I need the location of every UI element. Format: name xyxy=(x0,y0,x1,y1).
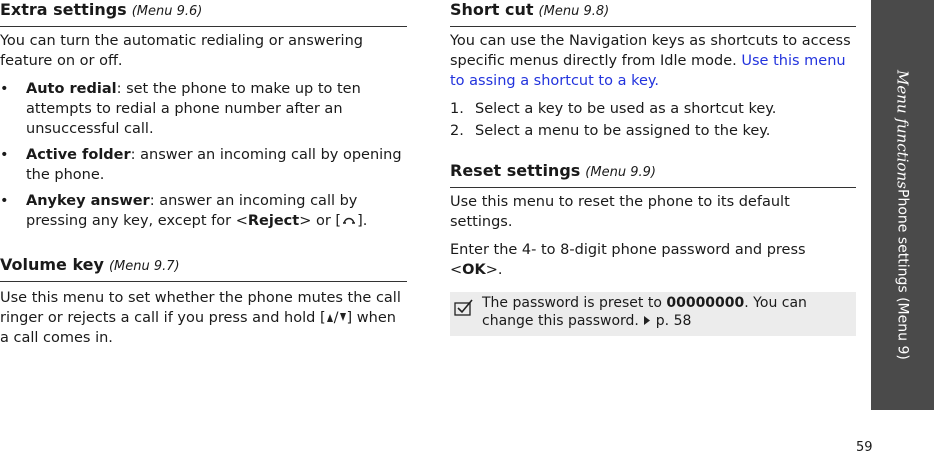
volume-up-icon xyxy=(326,310,334,324)
bullet-text: : answer an incoming call by pressing any key, except for < xyxy=(26,193,358,229)
step-text: Select a key to be used as a shortcut key. xyxy=(475,101,777,117)
short-cut-intro xyxy=(450,31,856,91)
extra-settings-menu-number: (Menu 9.6) xyxy=(131,4,203,19)
volume-text: ] when a call comes in. xyxy=(0,310,396,346)
reset-settings-intro: Use this menu to reset the phone to its default settings. xyxy=(450,194,790,230)
extra-settings-title: Extra settings xyxy=(0,0,127,19)
bullet-term: Anykey answer xyxy=(26,193,150,209)
ok-key-label: OK xyxy=(462,262,486,278)
checkmark-note-icon xyxy=(450,294,482,330)
chapter-side-tab xyxy=(871,0,934,410)
step-item xyxy=(450,121,856,141)
step-text: Select a menu to be assigned to the key. xyxy=(475,123,771,139)
short-cut-heading xyxy=(450,0,856,27)
short-cut-text: You can use the Navigation keys as shortcuts to access specific menus directly from Idle mode. xyxy=(450,33,851,69)
bullet-dot: • xyxy=(0,193,9,209)
right-column xyxy=(450,0,856,336)
bullet-dot: • xyxy=(0,147,9,163)
bullet-dot: • xyxy=(0,81,9,97)
extra-settings-heading xyxy=(0,0,407,27)
volume-key-description xyxy=(0,288,407,348)
end-call-key-icon xyxy=(341,213,357,227)
page-reference-arrow-icon xyxy=(643,315,651,326)
bullet-term: Active folder xyxy=(26,147,131,163)
instruction-text: Enter the 4- to 8-digit phone password and press < xyxy=(450,242,806,278)
volume-key-heading xyxy=(0,255,407,282)
reset-settings-title: Reset settings xyxy=(450,161,581,180)
reset-settings-instruction xyxy=(450,240,856,280)
volume-key-menu-number: (Menu 9.7) xyxy=(108,259,180,274)
chapter-section-title: Menu functions xyxy=(893,70,912,189)
short-cut-menu-number: (Menu 9.8) xyxy=(538,4,610,19)
bullet-auto-redial xyxy=(0,79,407,139)
step-number: 2. xyxy=(450,123,464,139)
volume-down-icon xyxy=(339,310,347,324)
step-number: 1. xyxy=(450,101,464,117)
password-note-text xyxy=(482,294,856,330)
chapter-side-tab-label xyxy=(871,0,934,410)
short-cut-link-text: Use this menu to assing a shortcut to a key. xyxy=(450,53,846,89)
bullet-text: > or [ xyxy=(299,213,342,229)
note-text: . You can change this password. xyxy=(482,295,807,329)
volume-text: Use this menu to set whether the phone mutes the call ringer or rejects a call if you press and hold [ xyxy=(0,290,401,326)
left-column xyxy=(0,0,407,348)
volume-key-title: Volume key xyxy=(0,255,104,274)
bullet-active-folder xyxy=(0,145,407,185)
bullet-anykey-answer xyxy=(0,191,407,231)
reject-key-label: Reject xyxy=(247,213,300,229)
chapter-subsection-title: Phone settings (Menu 9) xyxy=(894,188,911,360)
note-text: The password is preset to xyxy=(482,295,667,311)
password-note xyxy=(450,292,856,336)
bullet-term: Auto redial xyxy=(26,81,117,97)
bullet-text: ]. xyxy=(357,213,368,229)
bullet-text: : set the phone to make up to ten attempts to redial a phone number after an unsuccessful call. xyxy=(26,81,361,137)
page-reference: p. 58 xyxy=(655,313,692,329)
reset-settings-menu-number: (Menu 9.9) xyxy=(585,165,656,180)
step-item xyxy=(450,99,856,119)
volume-slash: / xyxy=(333,310,339,326)
instruction-text: >. xyxy=(485,262,503,278)
page-number: 59 xyxy=(856,440,873,455)
bullet-text: : answer an incoming call by opening the phone. xyxy=(26,147,402,183)
reset-settings-heading xyxy=(450,161,856,188)
default-password: 00000000 xyxy=(666,295,745,311)
extra-settings-intro: You can turn the automatic redialing or answering feature on or off. xyxy=(0,33,363,69)
short-cut-title: Short cut xyxy=(450,0,534,19)
